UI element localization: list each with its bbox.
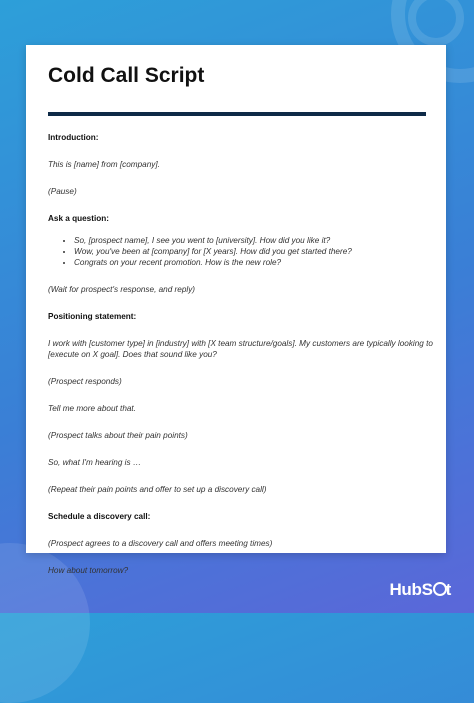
positioning-line: (Prospect responds) [48,377,122,386]
question-followup: (Wait for prospect's response, and reply) [48,285,196,294]
list-item: • Congrats on your recent promotion. How is the new role? [74,257,433,268]
document-title: Cold Call Script [48,64,205,87]
logo-text-left: HubS [389,580,433,599]
list-item: • So, [prospect name], I see you went to [university]. How did you like it? [74,235,433,246]
positioning-line: Tell me more about that. [48,404,136,413]
positioning-line: I work with [customer type] in [industry] with [X team structure/goals]. My customers are typically looking to [execute on X goal]. Does that sound like you? [48,339,433,359]
introduction-line: (Pause) [48,187,77,196]
sprocket-icon [433,582,447,596]
title-divider [48,112,426,116]
positioning-line: (Prospect talks about their pain points) [48,431,188,440]
positioning-heading: Positioning statement: [48,312,137,321]
introduction-line: This is [name] from [company]. [48,160,160,169]
question-list [48,235,433,268]
schedule-line: (Prospect agrees to a discovery call and offers meeting times) [48,539,273,548]
positioning-line: So, what I'm hearing is … [48,458,142,467]
schedule-line: How about tomorrow? [48,566,129,575]
positioning-line: (Repeat their pain points and offer to set up a discovery call) [48,485,267,494]
list-item: • Wow, you've been at [company] for [X years]. How did you get started there? [74,246,433,257]
hubspot-logo [389,580,451,600]
script-content [48,132,433,576]
schedule-heading: Schedule a discovery call: [48,512,151,521]
document-sheet [26,45,446,575]
question-heading: Ask a question: [48,214,109,223]
logo-text-right: t [445,580,451,599]
introduction-heading: Introduction: [48,133,99,142]
